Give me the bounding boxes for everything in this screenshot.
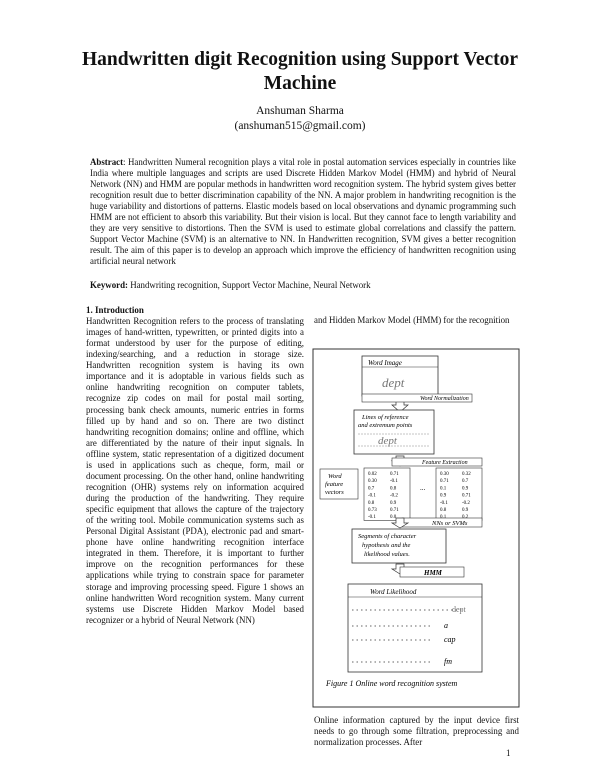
matrix-cell: -0.1: [440, 500, 448, 506]
right-column-top: [314, 315, 519, 326]
figure-caption: Figure 1 Online word recognition system: [326, 679, 458, 688]
matrix-cell: 0.8: [440, 508, 447, 513]
matrix-cell: 0.71: [390, 472, 399, 477]
feature-label: Feature Extraction: [422, 460, 468, 466]
word-image-sample: dept: [382, 375, 405, 390]
word-image-label: Word Image: [368, 359, 402, 367]
matrix-cell: -0.2: [462, 500, 470, 506]
left-column: [86, 305, 304, 626]
feature-matrix-left: [364, 468, 410, 520]
matrix-cell: 0.30: [440, 472, 449, 477]
matrix-cell: 0.0: [390, 515, 397, 521]
matrix-cell: -0.2: [390, 493, 398, 499]
matrix-cell: -0.1: [390, 479, 398, 485]
matrix-cell: 0.1: [440, 486, 447, 492]
segments-label-3: likelihood values.: [364, 551, 410, 558]
figure-diagram: [312, 348, 520, 708]
right-column-bottom: [314, 715, 519, 748]
hmm-label: HMM: [424, 569, 442, 577]
matrix-cell: 0.9: [440, 493, 447, 499]
likelihood-word-a: a: [444, 621, 448, 630]
author-email: (anshuman515@gmail.com): [234, 120, 366, 132]
paper-title: Handwritten digit Recognition using Support Vector Machine: [81, 49, 519, 94]
likelihood-word-c: fm: [444, 657, 452, 666]
author-block: [100, 104, 500, 134]
intro-continuation: and Hidden Markov Model (HMM) for the recognition: [314, 315, 510, 325]
figure-1: [312, 348, 520, 708]
author-name: Anshuman Sharma: [256, 105, 344, 117]
matrix-cell: 0.30: [368, 479, 377, 485]
matrix-cell: 0.73: [368, 508, 377, 513]
ellipsis-icon: ...: [420, 484, 426, 492]
likelihood-label: Word Likelihood: [370, 588, 417, 596]
reference-lines-label-1: Lines of reference: [362, 414, 409, 421]
matrix-cell: 0.32: [462, 472, 471, 477]
reference-lines-sample: dept: [378, 435, 397, 447]
keywords: [90, 280, 516, 290]
matrix-cell: 0.9: [462, 486, 469, 492]
abstract-label: Abstract: [90, 157, 124, 167]
feature-vectors-label-2: feature: [325, 481, 344, 488]
keyword-text: Handwriting recognition, Support Vector Machine, Neural Network: [127, 280, 371, 290]
matrix-cell: 0.9: [462, 508, 469, 513]
abstract: [90, 157, 516, 267]
matrix-cell: 0.71: [440, 479, 449, 485]
reference-lines-label-2: and extremum points: [358, 422, 413, 429]
segments-label-2: hypothesis and the: [362, 542, 411, 549]
abstract-text: : Handwritten Numeral recognition plays a vital role in postal automation services especially in countries like India where multiple languages and scripts are used Discrete Hidden Markov Model (HMM) and hybrid of Neural Network (NN) and HMM are popular methods in handwritten word recognition system. The hybrid system gives better recognition result due to better discrimination capability of the NN. A major problem in handwriting recognition is the huge variability and distortions of patterns. Elastic models based on local observations and dynamic programming such HMM are not efficient to absorb this variability. But their vision is local. But they cannot face to length variability and they are very sensitive to distortions. Then the SVM is used to estimate global correlations and classify the pattern. Support Vector Machine (SVM) is an alternative to NN. In Handwritten recognition, SVM gives a better recognition result. The aim of this paper is to develop an approach which improve the efficiency of handwritten recognition using artificial neural network: [90, 157, 516, 267]
right-paragraph: Online information captured by the input device first needs to go through some filtration, preprocessing and normalization processes. After: [314, 715, 519, 748]
matrix-cell: 0.8: [368, 500, 375, 506]
likelihood-sample: dept: [452, 605, 466, 614]
feature-matrix-right: [436, 468, 482, 520]
page-number: 1: [506, 748, 511, 758]
feature-vectors-label-1: Word: [328, 473, 342, 480]
segments-label-1: Segments of character: [358, 533, 417, 540]
intro-paragraph: Handwritten Recognition refers to the process of translating images of hand-written, typewritten, or printed digits into a format understood by user for the purpose of editing, indexing/searching, and a reduction in storage size. Handwritten recognition system is having its own importance and it is adoptable in various fields such as online handwriting recognition on computer tablets, recognize zip codes on mail for postal mail sorting, processing bank check amounts, numeric entries in forms filled up by hand and so on. There are two distinct handwriting recognition domains; online and offline, which are differentiated by the nature of their input signals. In offline system, static representation of a digitized document is used in applications such as cheque, form, mail or document processing. On the other hand, online handwriting recognition (OHR) systems rely on information acquired during the production of the handwriting. They require specific equipment that allows the capture of the trajectory of the writing tool. Mobile communication systems such as Personal Digital Assistant (PDA), electronic pad and smart-phone have online handwriting recognition interface integrated in them. Therefore, it is important to further improve on the recognition performances for these applications while trying to constrain space for parameter storage and improving processing speed. Figure 1 shows an online handwritten Word recognition system. Many current systems use Discrete Hidden Markov Model based recognizer or a hybrid of Neural Network (NN): [86, 316, 304, 625]
matrix-cell: 0.7: [368, 486, 375, 492]
matrix-cell: 0.71: [390, 508, 399, 513]
keyword-label: Keyword:: [90, 280, 128, 290]
likelihood-word-b: cap: [444, 635, 456, 644]
matrix-cell: -0.1: [368, 515, 376, 521]
feature-vectors-label-3: vectors: [325, 489, 344, 496]
matrix-cell: 0.7: [462, 479, 469, 485]
matrix-cell: 0.02: [368, 472, 377, 477]
matrix-cell: 0.71: [462, 493, 471, 499]
matrix-cell: 0.9: [390, 500, 397, 506]
section-heading: 1. Introduction: [86, 305, 144, 315]
normalization-label: Word Normalization: [420, 396, 469, 402]
matrix-cell: 0.8: [390, 486, 397, 492]
nn-label: NNs or SVMs: [432, 520, 468, 527]
matrix-cell: -0.1: [368, 493, 376, 499]
